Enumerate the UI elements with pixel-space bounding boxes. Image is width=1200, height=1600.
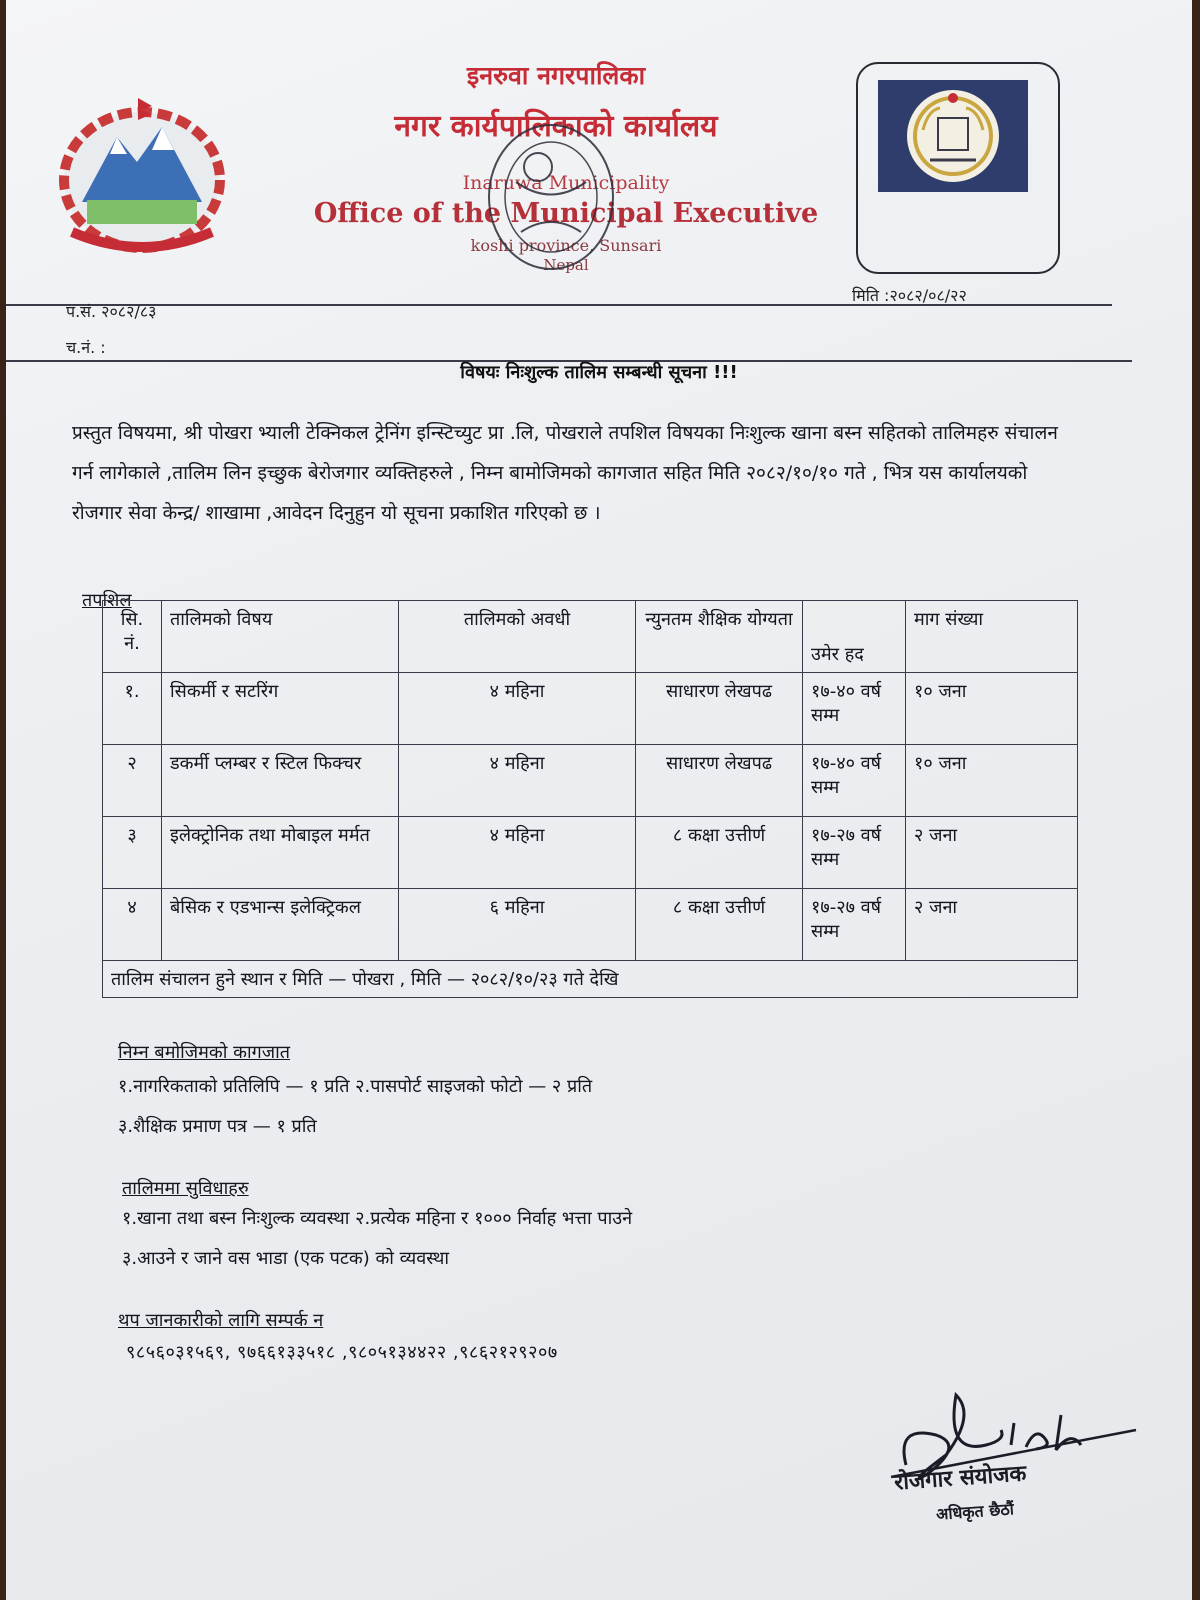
row-subject: इलेक्ट्रोनिक तथा मोबाइल मर्मत bbox=[162, 817, 399, 889]
documents-title: निम्न बमोजिमको कागजात bbox=[118, 1042, 291, 1063]
row-demand: १० जना bbox=[906, 673, 1078, 745]
municipality-name-nepali: इनरुवा नगरपालिका bbox=[466, 61, 646, 90]
row-age: १७-४० वर्ष सम्म bbox=[803, 673, 906, 745]
chalani-number: च.नं. : bbox=[66, 338, 106, 357]
notice-subject: विषयः निःशुल्क तालिम सम्बन्धी सूचना !!! bbox=[460, 362, 738, 383]
facilities-line-2: ३.आउने र जाने वस भाडा (एक पटक) को व्यवस्था bbox=[122, 1248, 450, 1269]
row-qualification: ८ कक्षा उत्तीर्ण bbox=[636, 817, 803, 889]
row-demand: २ जना bbox=[906, 817, 1078, 889]
table-row bbox=[103, 889, 1078, 961]
row-qualification: ८ कक्षा उत्तीर्ण bbox=[636, 889, 803, 961]
row-age: १७-२७ वर्ष सम्म bbox=[803, 817, 906, 889]
row-duration: ४ महिना bbox=[399, 745, 636, 817]
row-sn: १. bbox=[103, 673, 162, 745]
header-age: उमेर हद bbox=[803, 601, 906, 673]
contact-title: थप जानकारीको लागि सम्पर्क न bbox=[118, 1310, 324, 1331]
documents-line-2: ३.शैक्षिक प्रमाण पत्र — १ प्रति bbox=[118, 1116, 317, 1137]
row-subject: डकर्मी प्लम्बर र स्टिल फिक्चर bbox=[162, 745, 399, 817]
row-duration: ४ महिना bbox=[399, 673, 636, 745]
row-duration: ६ महिना bbox=[399, 889, 636, 961]
row-qualification: साधारण लेखपढ bbox=[636, 745, 803, 817]
row-demand: १० जना bbox=[906, 745, 1078, 817]
row-sn: २ bbox=[103, 745, 162, 817]
country-line: Nepal bbox=[543, 256, 589, 274]
row-sn: ४ bbox=[103, 889, 162, 961]
table-row bbox=[103, 817, 1078, 889]
header-duration: तालिमको अवधी bbox=[399, 601, 636, 673]
row-subject: सिकर्मी र सटरिंग bbox=[162, 673, 399, 745]
header-subject: तालिमको विषय bbox=[162, 601, 399, 673]
row-subject: बेसिक र एडभान्स इलेक्ट्रिकल bbox=[162, 889, 399, 961]
facilities-line-1: १.खाना तथा बस्न निःशुल्क व्यवस्था २.प्रत्येक महिना र १००० निर्वाह भत्ता पाउने bbox=[122, 1208, 633, 1229]
table-row bbox=[103, 673, 1078, 745]
row-qualification: साधारण लेखपढ bbox=[636, 673, 803, 745]
contact-numbers: ९८५६०३१५६९, ९७६६१३३५१८ ,९८०५१३४४२२ ,९८६२१२९२०७ bbox=[126, 1342, 558, 1363]
municipality-name-english: Inaruwa Municipality bbox=[462, 172, 670, 194]
header-qualification: न्युनतम शैक्षिक योग्यता bbox=[636, 601, 803, 673]
signatory-subtitle: अधिकृत छैठौं bbox=[935, 1499, 1015, 1524]
office-name-english: Office of the Municipal Executive bbox=[313, 198, 819, 229]
row-age: १७-२७ वर्ष सम्म bbox=[803, 889, 906, 961]
address-line: koshi province, Sunsari bbox=[470, 236, 662, 255]
notice-body-paragraph: प्रस्तुत विषयमा, श्री पोखरा भ्याली टेक्निकल ट्रेनिंग इन्स्टिच्युट प्रा .लि, पोखराले तपशिल विषयका निःशुल्क खाना बस्न सहितको तालिमहरु संचालन गर्न लागेकाले ,तालिम लिन इच्छुक बेरोजगार व्यक्तिहरुले , निम्न बामोजिमको कागजात सहित मिति २०८२/१०/१० गते , भित्र यस कार्यालयको रोजगार सेवा केन्द्र/ शाखामा ,आवेदन दिनुहुन यो सूचना प्रकाशित गरिएको छ । bbox=[72, 422, 1058, 524]
row-duration: ४ महिना bbox=[399, 817, 636, 889]
training-venue-date: तालिम संचालन हुने स्थान र मिति — पोखरा , मिति — २०८२/१०/२३ गते देखि bbox=[103, 961, 1078, 998]
office-name-nepali: नगर कार्यपालिकाको कार्यालय bbox=[394, 109, 718, 144]
inaruwa-municipality-logo-icon bbox=[878, 80, 1028, 192]
row-sn: ३ bbox=[103, 817, 162, 889]
row-demand: २ जना bbox=[906, 889, 1078, 961]
table-header-row bbox=[103, 601, 1078, 673]
documents-line-1: १.नागरिकताको प्रतिलिपि — १ प्रति २.पासपोर्ट साइजको फोटो — २ प्रति bbox=[118, 1076, 593, 1097]
training-details-table bbox=[102, 600, 1078, 998]
header-sn: सि. नं. bbox=[103, 601, 162, 673]
patra-sankhya: प.सं. २०८२/८३ bbox=[66, 302, 157, 321]
table-footer-row bbox=[103, 961, 1078, 998]
notice-document bbox=[6, 0, 1192, 1600]
municipality-round-stamp-icon bbox=[476, 112, 626, 282]
table-title: तपशिल bbox=[82, 590, 132, 611]
signatory-title: रोजगार संयोजक bbox=[893, 1461, 1028, 1496]
issue-date: मिति :२०८२/०८/२२ bbox=[852, 286, 967, 305]
facilities-title: तालिममा सुविधाहरु bbox=[122, 1178, 249, 1199]
row-age: १७-४० वर्ष सम्म bbox=[803, 745, 906, 817]
table-row bbox=[103, 745, 1078, 817]
header-demand: माग संख्या bbox=[906, 601, 1078, 673]
